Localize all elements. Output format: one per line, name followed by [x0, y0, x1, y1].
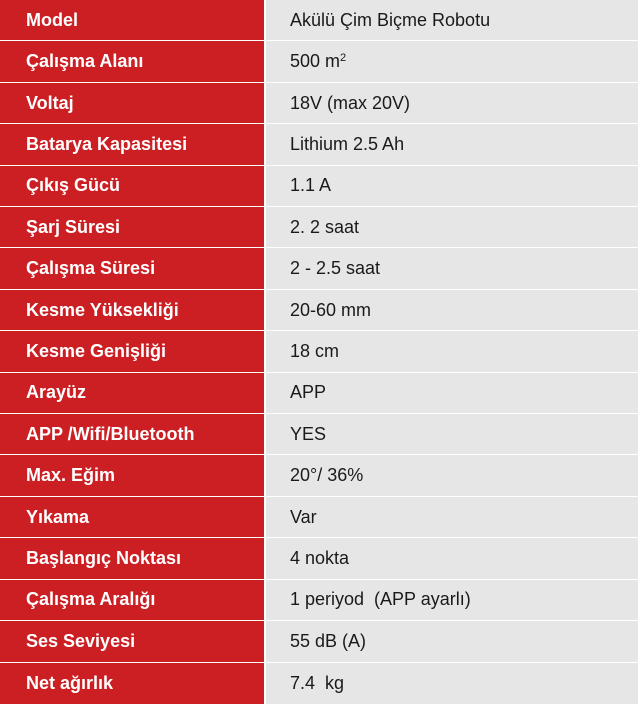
spec-label: Çalışma Alanı — [0, 41, 266, 81]
spec-row-max-slope — [0, 455, 638, 496]
spec-value: 18V (max 20V) — [266, 83, 638, 123]
spec-value: 2 - 2.5 saat — [266, 248, 638, 288]
spec-row-cut-width — [0, 331, 638, 372]
spec-row-connectivity — [0, 414, 638, 455]
spec-row-voltage — [0, 83, 638, 124]
spec-label: Voltaj — [0, 83, 266, 123]
spec-value: Lithium 2.5 Ah — [266, 124, 638, 164]
spec-value: 55 dB (A) — [266, 621, 638, 661]
spec-label: Max. Eğim — [0, 455, 266, 495]
spec-row-run-time — [0, 248, 638, 289]
spec-label: APP /Wifi/Bluetooth — [0, 414, 266, 454]
spec-value: 2. 2 saat — [266, 207, 638, 247]
spec-value: YES — [266, 414, 638, 454]
spec-value: 20°/ 36% — [266, 455, 638, 495]
spec-label: Başlangıç Noktası — [0, 538, 266, 578]
spec-value: Var — [266, 497, 638, 537]
spec-row-battery — [0, 124, 638, 165]
spec-value: Akülü Çim Biçme Robotu — [266, 0, 638, 40]
spec-row-noise-level — [0, 621, 638, 662]
spec-label: Model — [0, 0, 266, 40]
spec-label: Ses Seviyesi — [0, 621, 266, 661]
spec-value: 1.1 A — [266, 166, 638, 206]
spec-row-washable — [0, 497, 638, 538]
spec-row-cut-height — [0, 290, 638, 331]
spec-label: Yıkama — [0, 497, 266, 537]
spec-value: 18 cm — [266, 331, 638, 371]
spec-label: Arayüz — [0, 373, 266, 413]
spec-row-interface — [0, 373, 638, 414]
spec-value: 7.4 kg — [266, 663, 638, 704]
spec-value: 1 periyod (APP ayarlı) — [266, 580, 638, 620]
spec-label: Net ağırlık — [0, 663, 266, 704]
spec-value: 500 m $^2$ — [266, 41, 638, 81]
spec-row-model — [0, 0, 638, 41]
spec-label: Şarj Süresi — [0, 207, 266, 247]
spec-value: 20-60 mm — [266, 290, 638, 330]
spec-label: Çalışma Aralığı — [0, 580, 266, 620]
spec-row-start-points — [0, 538, 638, 579]
spec-label: Kesme Yüksekliği — [0, 290, 266, 330]
spec-row-net-weight — [0, 663, 638, 704]
spec-value: 4 nokta — [266, 538, 638, 578]
spec-row-charge-time — [0, 207, 638, 248]
spec-row-work-interval — [0, 580, 638, 621]
spec-row-output — [0, 166, 638, 207]
spec-label: Batarya Kapasitesi — [0, 124, 266, 164]
spec-label: Çalışma Süresi — [0, 248, 266, 288]
spec-label: Kesme Genişliği — [0, 331, 266, 371]
spec-value: APP — [266, 373, 638, 413]
spec-row-working-area — [0, 41, 638, 82]
spec-label: Çıkış Gücü — [0, 166, 266, 206]
spec-value-text: 500 m — [290, 51, 341, 72]
